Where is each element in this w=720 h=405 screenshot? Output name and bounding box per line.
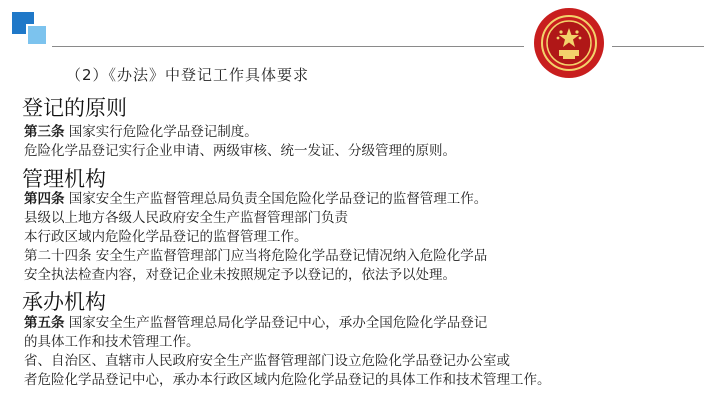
- article-label: 第三条: [24, 124, 65, 140]
- section-heading-principles: 登记的原则: [22, 96, 127, 120]
- body-line: [24, 190, 487, 209]
- article-text: 国家实行危险化学品登记制度。: [64, 124, 258, 140]
- slide-subtitle: （2）《办法》中登记工作具体要求: [66, 66, 310, 84]
- body-line: [24, 123, 456, 142]
- article-text: 国家安全生产监督管理总局负责全国危险化学品登记的监督管理工作。: [64, 191, 488, 207]
- body-line: 本行政区域内危险化学品登记的监督管理工作。: [24, 229, 308, 245]
- section-heading-management: 管理机构: [22, 167, 106, 191]
- article-text: 国家安全生产监督管理总局化学品登记中心，承办全国危险化学品登记: [64, 315, 488, 331]
- body-line: 省、自治区、直辖市人民政府安全生产监督管理部门设立危险化学品登记办公室或: [24, 353, 510, 369]
- article-label: 第四条: [24, 191, 65, 207]
- body-line: 者危险化学品登记中心，承办本行政区域内危险化学品登记的具体工作和技术管理工作。: [24, 372, 551, 388]
- body-line: 县级以上地方各级人民政府安全生产监督管理部门负责: [24, 210, 348, 226]
- section-body-undertaking: [24, 314, 551, 390]
- section-body-management: [24, 190, 487, 285]
- body-line: [24, 314, 551, 333]
- article-label: 第五条: [24, 315, 65, 331]
- section-body-principles: [24, 123, 456, 161]
- section-heading-undertaking: 承办机构: [22, 290, 106, 314]
- body-line: 危险化学品登记实行企业申请、两级审核、统一发证、分级管理的原则。: [24, 143, 456, 159]
- decorative-square-light: [26, 24, 48, 46]
- header-divider-right: [612, 46, 704, 47]
- body-line: 安全执法检查内容，对登记企业未按照规定予以登记的，依法予以处理。: [24, 267, 456, 283]
- header-divider-left: [52, 46, 524, 47]
- body-line: 的具体工作和技术管理工作。: [24, 334, 200, 350]
- body-line: 第二十四条 安全生产监督管理部门应当将危险化学品登记情况纳入危险化学品: [24, 248, 488, 264]
- government-emblem-icon: [532, 6, 606, 80]
